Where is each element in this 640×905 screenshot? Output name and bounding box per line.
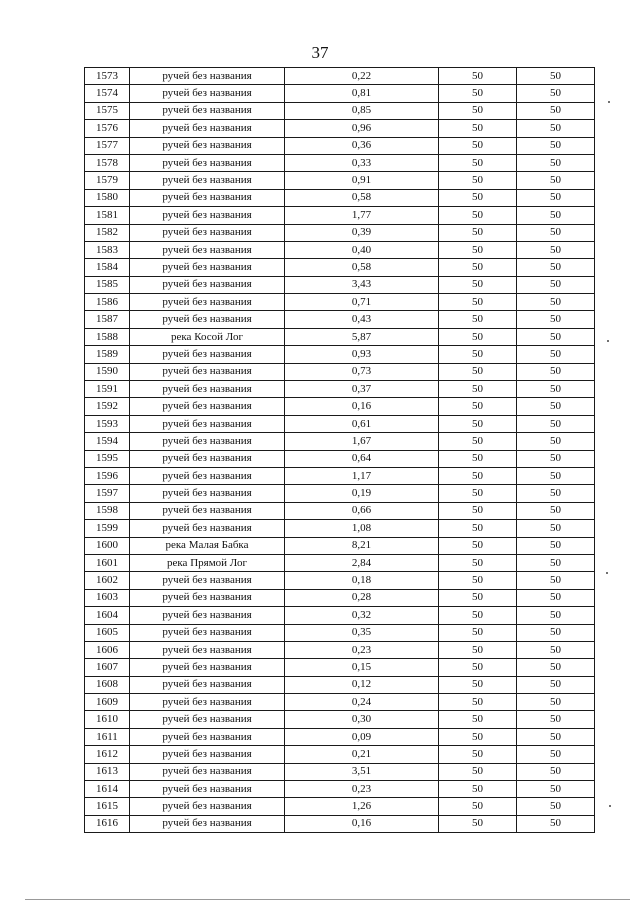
length-km: 0,23 [285, 641, 439, 658]
protection-zone-width: 50 [439, 763, 517, 780]
table-row [85, 485, 595, 502]
row-number: 1598 [85, 502, 130, 519]
water-body-name: ручей без названия [130, 520, 285, 537]
row-number: 1576 [85, 120, 130, 137]
coastal-strip-width: 50 [517, 172, 595, 189]
water-body-name: ручей без названия [130, 781, 285, 798]
table-row [85, 641, 595, 658]
water-body-name: ручей без названия [130, 589, 285, 606]
row-number: 1582 [85, 224, 130, 241]
table-row [85, 607, 595, 624]
table-row [85, 711, 595, 728]
coastal-strip-width: 50 [517, 207, 595, 224]
water-body-name: ручей без названия [130, 363, 285, 380]
row-number: 1585 [85, 276, 130, 293]
table-row [85, 798, 595, 815]
scan-speck [607, 340, 609, 342]
length-km: 0,28 [285, 589, 439, 606]
water-body-name: ручей без названия [130, 641, 285, 658]
row-number: 1588 [85, 328, 130, 345]
row-number: 1599 [85, 520, 130, 537]
water-body-name: река Прямой Лог [130, 554, 285, 571]
row-number: 1593 [85, 415, 130, 432]
water-body-name: ручей без названия [130, 659, 285, 676]
protection-zone-width: 50 [439, 259, 517, 276]
length-km: 0,91 [285, 172, 439, 189]
water-body-name: ручей без названия [130, 381, 285, 398]
water-body-name: ручей без названия [130, 815, 285, 832]
length-km: 0,16 [285, 815, 439, 832]
coastal-strip-width: 50 [517, 485, 595, 502]
water-body-name: ручей без названия [130, 189, 285, 206]
water-bodies-table [84, 67, 595, 833]
scan-edge-line [25, 899, 630, 900]
row-number: 1581 [85, 207, 130, 224]
length-km: 0,35 [285, 624, 439, 641]
protection-zone-width: 50 [439, 137, 517, 154]
table-row [85, 763, 595, 780]
water-body-name: ручей без названия [130, 676, 285, 693]
protection-zone-width: 50 [439, 189, 517, 206]
row-number: 1578 [85, 154, 130, 171]
length-km: 0,23 [285, 781, 439, 798]
row-number: 1604 [85, 607, 130, 624]
table-row [85, 572, 595, 589]
water-body-name: река Косой Лог [130, 328, 285, 345]
table-row [85, 381, 595, 398]
row-number: 1597 [85, 485, 130, 502]
scan-speck [608, 101, 610, 103]
table-row [85, 694, 595, 711]
protection-zone-width: 50 [439, 467, 517, 484]
table-row [85, 85, 595, 102]
water-body-name: ручей без названия [130, 294, 285, 311]
table-body [85, 68, 595, 833]
length-km: 0,66 [285, 502, 439, 519]
coastal-strip-width: 50 [517, 781, 595, 798]
water-body-name: ручей без названия [130, 798, 285, 815]
protection-zone-width: 50 [439, 450, 517, 467]
row-number: 1579 [85, 172, 130, 189]
length-km: 0,36 [285, 137, 439, 154]
length-km: 3,43 [285, 276, 439, 293]
length-km: 1,67 [285, 433, 439, 450]
table-row [85, 311, 595, 328]
length-km: 0,81 [285, 85, 439, 102]
page-number: 37 [311, 43, 329, 62]
row-number: 1614 [85, 781, 130, 798]
water-body-name: ручей без названия [130, 398, 285, 415]
coastal-strip-width: 50 [517, 607, 595, 624]
table-row [85, 68, 595, 85]
water-body-name: ручей без названия [130, 224, 285, 241]
coastal-strip-width: 50 [517, 68, 595, 85]
table-row [85, 259, 595, 276]
water-body-name: ручей без названия [130, 102, 285, 119]
row-number: 1589 [85, 346, 130, 363]
table-row [85, 624, 595, 641]
table-row [85, 589, 595, 606]
water-body-name: ручей без названия [130, 154, 285, 171]
protection-zone-width: 50 [439, 659, 517, 676]
row-number: 1583 [85, 241, 130, 258]
table-row [85, 346, 595, 363]
coastal-strip-width: 50 [517, 276, 595, 293]
protection-zone-width: 50 [439, 694, 517, 711]
scan-speck [606, 572, 608, 574]
row-number: 1607 [85, 659, 130, 676]
water-body-name: ручей без названия [130, 728, 285, 745]
length-km: 0,58 [285, 189, 439, 206]
length-km: 0,43 [285, 311, 439, 328]
protection-zone-width: 50 [439, 781, 517, 798]
length-km: 0,16 [285, 398, 439, 415]
length-km: 0,61 [285, 415, 439, 432]
row-number: 1587 [85, 311, 130, 328]
protection-zone-width: 50 [439, 207, 517, 224]
row-number: 1615 [85, 798, 130, 815]
table-row [85, 781, 595, 798]
water-body-name: ручей без названия [130, 311, 285, 328]
coastal-strip-width: 50 [517, 746, 595, 763]
row-number: 1603 [85, 589, 130, 606]
protection-zone-width: 50 [439, 520, 517, 537]
water-body-name: ручей без названия [130, 207, 285, 224]
row-number: 1601 [85, 554, 130, 571]
coastal-strip-width: 50 [517, 537, 595, 554]
protection-zone-width: 50 [439, 711, 517, 728]
coastal-strip-width: 50 [517, 694, 595, 711]
table-row [85, 467, 595, 484]
protection-zone-width: 50 [439, 346, 517, 363]
length-km: 0,39 [285, 224, 439, 241]
length-km: 0,21 [285, 746, 439, 763]
water-body-name: ручей без названия [130, 624, 285, 641]
protection-zone-width: 50 [439, 172, 517, 189]
coastal-strip-width: 50 [517, 433, 595, 450]
coastal-strip-width: 50 [517, 589, 595, 606]
coastal-strip-width: 50 [517, 641, 595, 658]
length-km: 3,51 [285, 763, 439, 780]
row-number: 1600 [85, 537, 130, 554]
water-body-name: ручей без названия [130, 711, 285, 728]
protection-zone-width: 50 [439, 433, 517, 450]
length-km: 1,77 [285, 207, 439, 224]
coastal-strip-width: 50 [517, 120, 595, 137]
coastal-strip-width: 50 [517, 189, 595, 206]
length-km: 0,93 [285, 346, 439, 363]
table-row [85, 328, 595, 345]
coastal-strip-width: 50 [517, 798, 595, 815]
protection-zone-width: 50 [439, 241, 517, 258]
protection-zone-width: 50 [439, 746, 517, 763]
protection-zone-width: 50 [439, 798, 517, 815]
coastal-strip-width: 50 [517, 154, 595, 171]
row-number: 1574 [85, 85, 130, 102]
protection-zone-width: 50 [439, 294, 517, 311]
water-body-name: ручей без названия [130, 746, 285, 763]
table-row [85, 659, 595, 676]
coastal-strip-width: 50 [517, 381, 595, 398]
coastal-strip-width: 50 [517, 311, 595, 328]
row-number: 1612 [85, 746, 130, 763]
scan-speck [609, 805, 611, 807]
protection-zone-width: 50 [439, 641, 517, 658]
water-body-name: ручей без названия [130, 85, 285, 102]
water-body-name: ручей без названия [130, 467, 285, 484]
row-number: 1606 [85, 641, 130, 658]
length-km: 0,15 [285, 659, 439, 676]
protection-zone-width: 50 [439, 676, 517, 693]
table-row [85, 728, 595, 745]
table-row [85, 415, 595, 432]
row-number: 1586 [85, 294, 130, 311]
length-km: 2,84 [285, 554, 439, 571]
row-number: 1611 [85, 728, 130, 745]
protection-zone-width: 50 [439, 276, 517, 293]
water-body-name: ручей без названия [130, 241, 285, 258]
water-body-name: ручей без названия [130, 137, 285, 154]
coastal-strip-width: 50 [517, 346, 595, 363]
length-km: 5,87 [285, 328, 439, 345]
table-row [85, 746, 595, 763]
water-body-name: ручей без названия [130, 694, 285, 711]
length-km: 1,08 [285, 520, 439, 537]
table-row [85, 363, 595, 380]
coastal-strip-width: 50 [517, 450, 595, 467]
coastal-strip-width: 50 [517, 328, 595, 345]
water-body-name: ручей без названия [130, 259, 285, 276]
water-body-name: ручей без названия [130, 68, 285, 85]
coastal-strip-width: 50 [517, 467, 595, 484]
protection-zone-width: 50 [439, 728, 517, 745]
coastal-strip-width: 50 [517, 676, 595, 693]
length-km: 0,73 [285, 363, 439, 380]
water-body-name: ручей без названия [130, 276, 285, 293]
protection-zone-width: 50 [439, 363, 517, 380]
protection-zone-width: 50 [439, 537, 517, 554]
table-row [85, 276, 595, 293]
length-km: 0,22 [285, 68, 439, 85]
length-km: 1,26 [285, 798, 439, 815]
coastal-strip-width: 50 [517, 624, 595, 641]
table-row [85, 398, 595, 415]
row-number: 1594 [85, 433, 130, 450]
coastal-strip-width: 50 [517, 520, 595, 537]
water-body-name: ручей без названия [130, 763, 285, 780]
length-km: 0,30 [285, 711, 439, 728]
coastal-strip-width: 50 [517, 102, 595, 119]
table-row [85, 189, 595, 206]
coastal-strip-width: 50 [517, 659, 595, 676]
coastal-strip-width: 50 [517, 815, 595, 832]
table-row [85, 207, 595, 224]
protection-zone-width: 50 [439, 120, 517, 137]
row-number: 1610 [85, 711, 130, 728]
row-number: 1584 [85, 259, 130, 276]
row-number: 1573 [85, 68, 130, 85]
coastal-strip-width: 50 [517, 363, 595, 380]
row-number: 1591 [85, 381, 130, 398]
coastal-strip-width: 50 [517, 294, 595, 311]
water-body-name: ручей без названия [130, 415, 285, 432]
row-number: 1616 [85, 815, 130, 832]
protection-zone-width: 50 [439, 485, 517, 502]
coastal-strip-width: 50 [517, 572, 595, 589]
water-body-name: ручей без названия [130, 346, 285, 363]
row-number: 1590 [85, 363, 130, 380]
coastal-strip-width: 50 [517, 554, 595, 571]
table-row [85, 294, 595, 311]
protection-zone-width: 50 [439, 572, 517, 589]
row-number: 1592 [85, 398, 130, 415]
protection-zone-width: 50 [439, 381, 517, 398]
length-km: 0,37 [285, 381, 439, 398]
length-km: 0,40 [285, 241, 439, 258]
row-number: 1577 [85, 137, 130, 154]
water-body-name: река Малая Бабка [130, 537, 285, 554]
table-row [85, 537, 595, 554]
protection-zone-width: 50 [439, 607, 517, 624]
protection-zone-width: 50 [439, 398, 517, 415]
row-number: 1595 [85, 450, 130, 467]
row-number: 1602 [85, 572, 130, 589]
protection-zone-width: 50 [439, 85, 517, 102]
water-body-name: ручей без названия [130, 172, 285, 189]
coastal-strip-width: 50 [517, 711, 595, 728]
row-number: 1596 [85, 467, 130, 484]
coastal-strip-width: 50 [517, 415, 595, 432]
coastal-strip-width: 50 [517, 502, 595, 519]
length-km: 0,32 [285, 607, 439, 624]
protection-zone-width: 50 [439, 589, 517, 606]
table-row [85, 676, 595, 693]
table-row [85, 154, 595, 171]
length-km: 0,24 [285, 694, 439, 711]
table-row [85, 172, 595, 189]
table-row [85, 433, 595, 450]
water-body-name: ручей без названия [130, 120, 285, 137]
water-body-name: ручей без названия [130, 502, 285, 519]
protection-zone-width: 50 [439, 624, 517, 641]
protection-zone-width: 50 [439, 502, 517, 519]
table-row [85, 502, 595, 519]
length-km: 0,85 [285, 102, 439, 119]
table-row [85, 815, 595, 832]
coastal-strip-width: 50 [517, 398, 595, 415]
table-row [85, 241, 595, 258]
coastal-strip-width: 50 [517, 224, 595, 241]
row-number: 1609 [85, 694, 130, 711]
water-body-name: ручей без названия [130, 485, 285, 502]
coastal-strip-width: 50 [517, 728, 595, 745]
table-row [85, 120, 595, 137]
length-km: 0,33 [285, 154, 439, 171]
water-body-name: ручей без названия [130, 433, 285, 450]
length-km: 0,96 [285, 120, 439, 137]
table-row [85, 102, 595, 119]
coastal-strip-width: 50 [517, 763, 595, 780]
length-km: 0,12 [285, 676, 439, 693]
length-km: 0,71 [285, 294, 439, 311]
water-body-name: ручей без названия [130, 450, 285, 467]
row-number: 1605 [85, 624, 130, 641]
row-number: 1580 [85, 189, 130, 206]
water-body-name: ручей без названия [130, 607, 285, 624]
length-km: 0,64 [285, 450, 439, 467]
protection-zone-width: 50 [439, 68, 517, 85]
length-km: 1,17 [285, 467, 439, 484]
coastal-strip-width: 50 [517, 259, 595, 276]
protection-zone-width: 50 [439, 311, 517, 328]
row-number: 1613 [85, 763, 130, 780]
table-row [85, 450, 595, 467]
length-km: 0,09 [285, 728, 439, 745]
protection-zone-width: 50 [439, 415, 517, 432]
table-row [85, 554, 595, 571]
protection-zone-width: 50 [439, 815, 517, 832]
coastal-strip-width: 50 [517, 137, 595, 154]
length-km: 8,21 [285, 537, 439, 554]
protection-zone-width: 50 [439, 102, 517, 119]
row-number: 1608 [85, 676, 130, 693]
protection-zone-width: 50 [439, 224, 517, 241]
length-km: 0,19 [285, 485, 439, 502]
table-row [85, 224, 595, 241]
length-km: 0,58 [285, 259, 439, 276]
protection-zone-width: 50 [439, 328, 517, 345]
length-km: 0,18 [285, 572, 439, 589]
protection-zone-width: 50 [439, 554, 517, 571]
table-row [85, 520, 595, 537]
row-number: 1575 [85, 102, 130, 119]
table-row [85, 137, 595, 154]
coastal-strip-width: 50 [517, 241, 595, 258]
coastal-strip-width: 50 [517, 85, 595, 102]
protection-zone-width: 50 [439, 154, 517, 171]
water-body-name: ручей без названия [130, 572, 285, 589]
